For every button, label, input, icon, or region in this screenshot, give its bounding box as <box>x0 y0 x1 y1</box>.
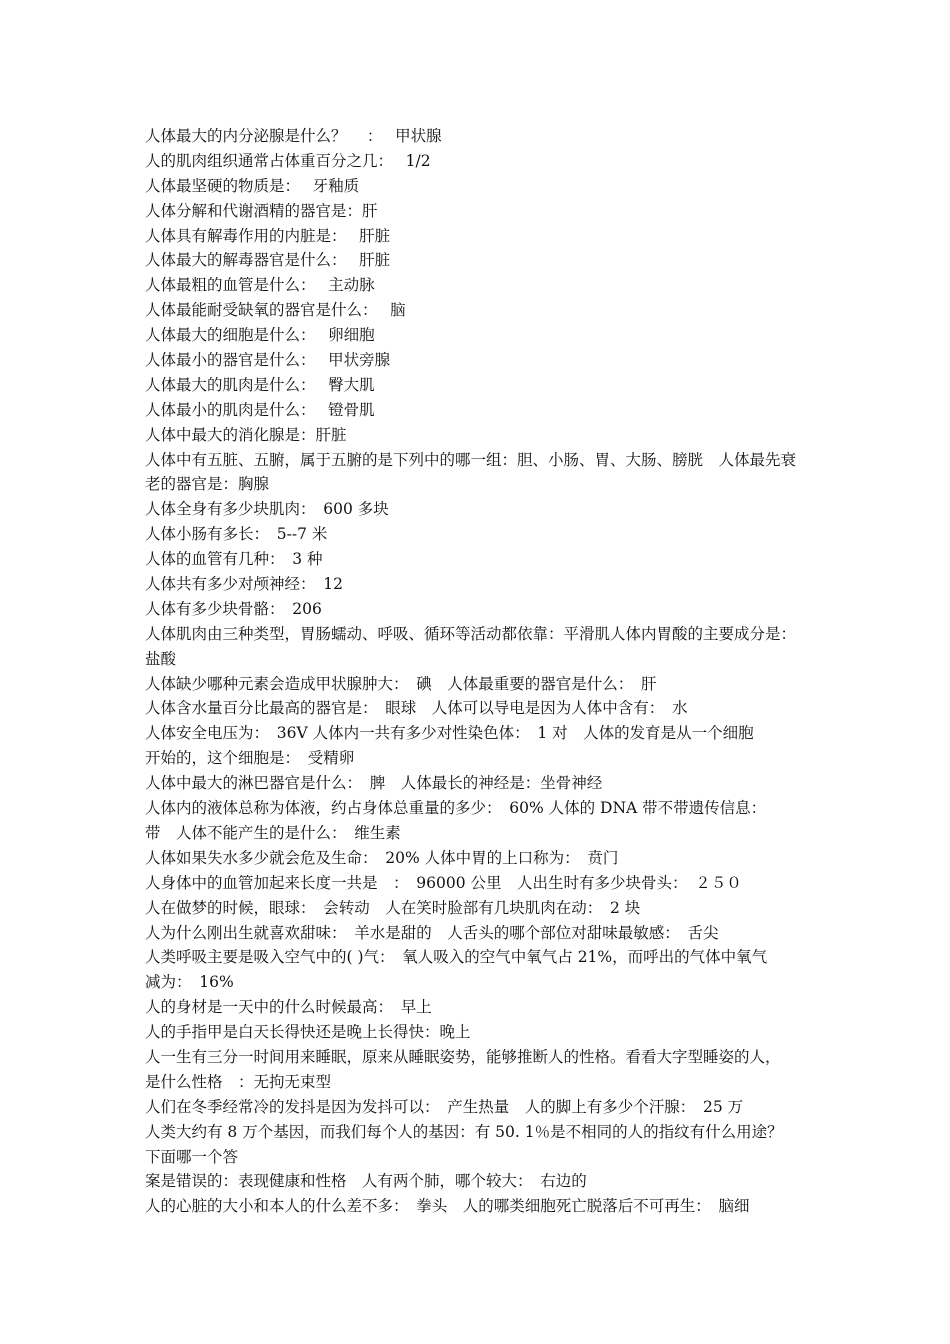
text-line: 人体安全电压为： 36V 人体内一共有多少对性染色体： 1 对 人体的发育是从一个细胞 <box>145 724 754 743</box>
text-line: 人体最小的器官是什么： 甲状旁腺 <box>145 351 391 370</box>
text-line: 人体的血管有几种： 3 种 <box>145 550 323 569</box>
text-line: 人体具有解毒作用的内脏是： 肝脏 <box>145 226 391 245</box>
text-line: 人一生有三分一时间用来睡眠，原来从睡眠姿势，能够推断人的性格。看看大字型睡姿的人， <box>145 1047 781 1066</box>
text-line: 人体中最大的消化腺是：肝脏 <box>145 425 347 444</box>
text-line: 人体内的液体总称为体液，约占身体总重量的多少： 60% 人体的 DNA 带不带遗传信息： <box>145 799 767 818</box>
text-line: 人的手指甲是白天长得快还是晚上长得快：晚上 <box>145 1023 471 1042</box>
text-line: 人在做梦的时候，眼球： 会转动 人在笑时脸部有几块肌肉在动： 2 块 <box>145 898 641 917</box>
text-line: 人体最小的肌肉是什么： 镫骨肌 <box>145 400 375 419</box>
text-line: 人的肌肉组织通常占体重百分之几： 1/2 <box>145 151 431 170</box>
text-line: 人体最大的肌肉是什么： 臀大肌 <box>145 375 375 394</box>
document-body <box>145 124 825 1219</box>
text-line: 老的器官是：胸腺 <box>145 475 270 494</box>
text-line: 人体全身有多少块肌肉： 600 多块 <box>145 500 389 519</box>
text-line: 带 人体不能产生的是什么： 维生素 <box>145 823 401 842</box>
text-line: 人体最能耐受缺氧的器官是什么： 脑 <box>145 301 406 320</box>
text-line: 人类呼吸主要是吸入空气中的( )气： 氧人吸入的空气中氧气占 21%，而呼出的气体中氧气 <box>145 948 768 967</box>
text-line: 人体含水量百分比最高的器官是： 眼球 人体可以导电是因为人体中含有： 水 <box>145 699 688 718</box>
text-line: 人体小肠有多长： 5--7 米 <box>145 525 328 544</box>
text-line: 下面哪一个答 <box>145 1147 239 1166</box>
text-line: 是什么性格 ：无拘无束型 <box>145 1072 332 1091</box>
text-line: 人体如果失水多少就会危及生命： 20% 人体中胃的上口称为： 贲门 <box>145 848 619 867</box>
text-line: 人体最粗的血管是什么： 主动脉 <box>145 276 375 295</box>
text-line: 人体最大的内分泌腺是什么？ ： 甲状腺 <box>145 127 442 145</box>
text-line: 人的身材是一天中的什么时候最高： 早上 <box>145 998 432 1017</box>
text-line: 减为： 16% <box>145 973 234 992</box>
text-line: 人类大约有 8 万个基因，而我们每个人的基因：有 50. 1％是不相同的人的指纹有什么用途？ <box>145 1122 783 1141</box>
text-line: 人的心脏的大小和本人的什么差不多： 拳头 人的哪类细胞死亡脱落后不可再生： 脑细 <box>145 1197 750 1216</box>
text-line: 人体中有五脏、五腑，属于五腑的是下列中的哪一组：胆、小肠、胃、大肠、膀胱 人体最先衰 <box>145 450 797 469</box>
text-line: 人身体中的血管加起来长度一共是 ： 96000 公里 人出生时有多少块骨头： ２５０ <box>145 873 742 892</box>
text-line: 人体缺少哪种元素会造成甲状腺肿大： 碘 人体最重要的器官是什么： 肝 <box>145 674 657 693</box>
text-line: 盐酸 <box>145 649 177 668</box>
text-line: 人为什么刚出生就喜欢甜味： 羊水是甜的 人舌头的哪个部位对甜味最敏感： 舌尖 <box>145 923 719 942</box>
text-line: 人体中最大的淋巴器官是什么： 脾 人体最长的神经是：坐骨神经 <box>145 774 603 793</box>
text-line: 人体最大的细胞是什么： 卵细胞 <box>145 326 375 345</box>
text-line: 人们在冬季经常冷的发抖是因为发抖可以： 产生热量 人的脚上有多少个汗腺： 25 万 <box>145 1097 744 1116</box>
text-line: 人体共有多少对颅神经： 12 <box>145 575 343 594</box>
text-line: 人体有多少块骨骼： 206 <box>145 599 322 618</box>
text-line: 开始的，这个细胞是： 受精卵 <box>145 749 355 768</box>
text-line: 人体肌肉由三种类型，胃肠蠕动、呼吸、循环等活动都依靠：平滑肌人体内胃酸的主要成分是： <box>145 624 797 643</box>
text-line: 人体最大的解毒器官是什么： 肝脏 <box>145 251 391 270</box>
text-line: 人体最坚硬的物质是： 牙釉质 <box>145 176 360 195</box>
text-line: 案是错误的：表现健康和性格 人有两个肺，哪个较大： 右边的 <box>145 1172 587 1191</box>
text-line: 人体分解和代谢酒精的器官是：肝 <box>145 201 378 220</box>
